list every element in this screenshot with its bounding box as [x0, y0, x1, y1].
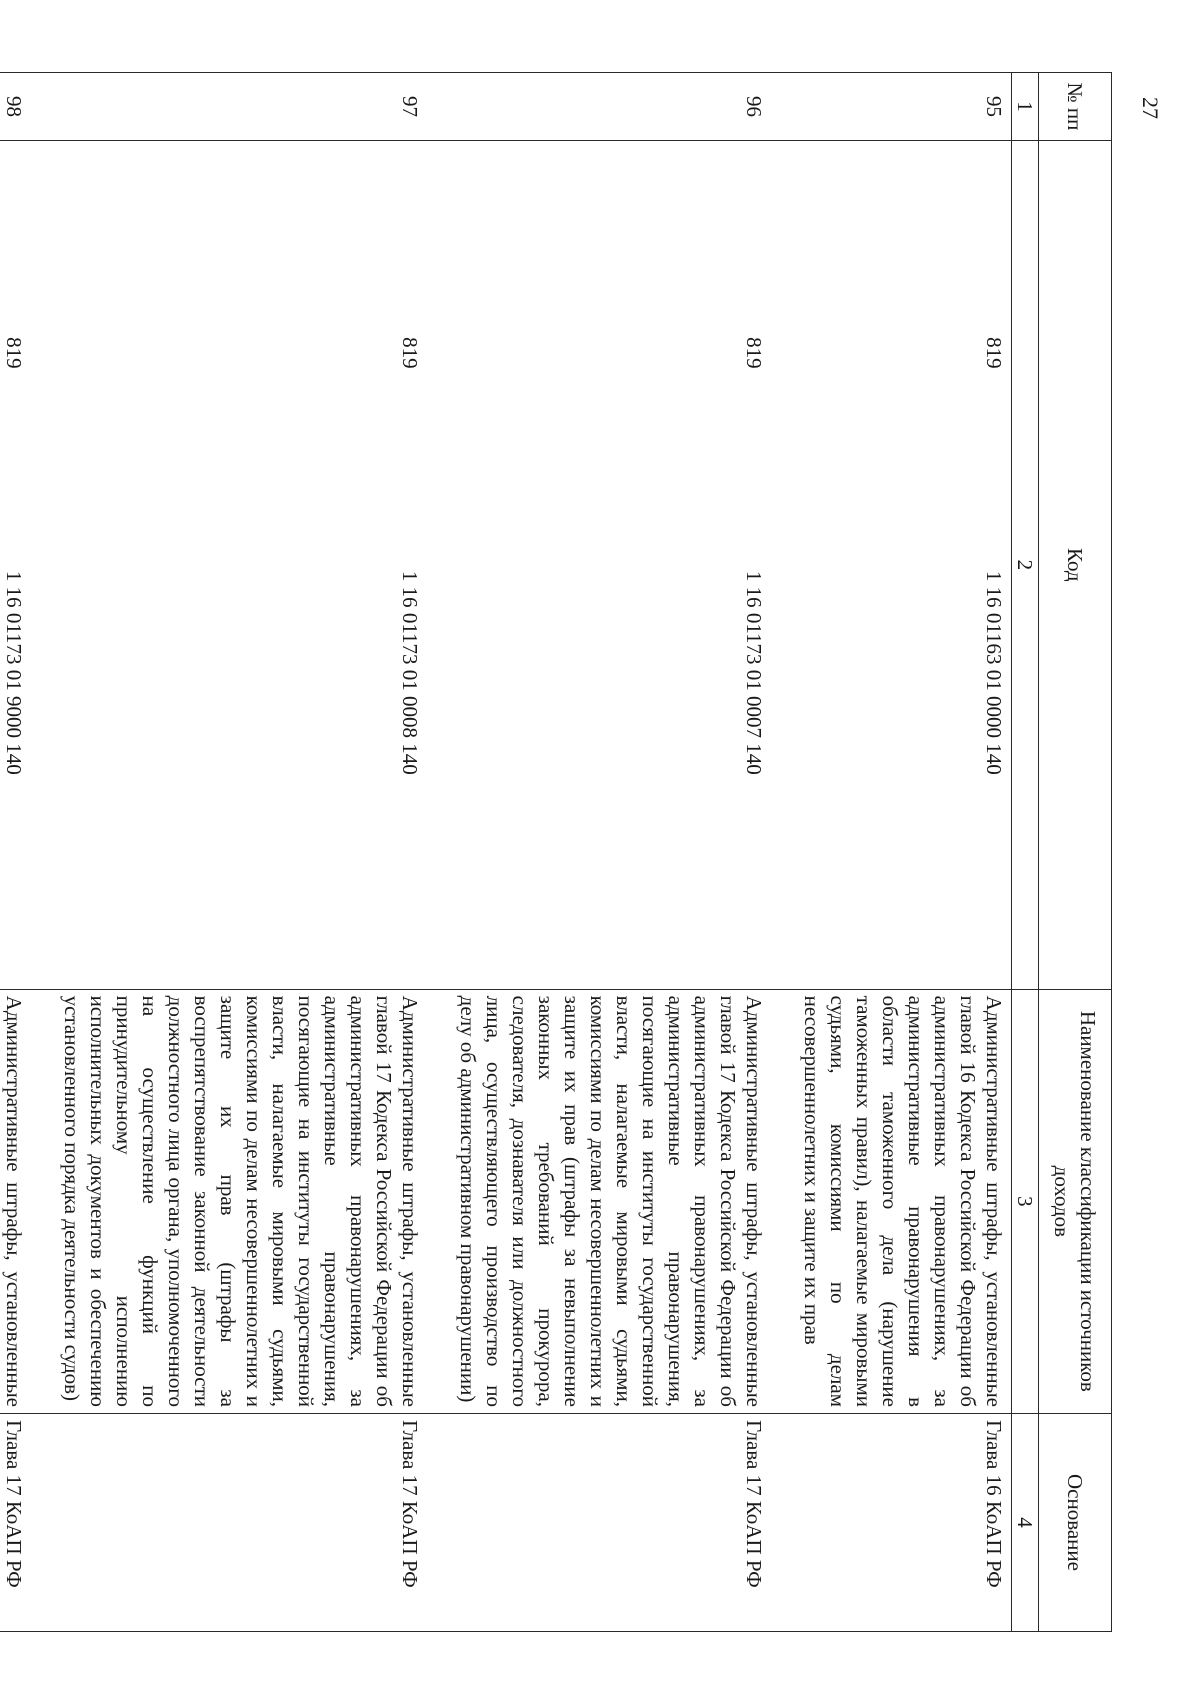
column-number-4: 4 — [1012, 1414, 1039, 1632]
row-number: 96 — [427, 73, 771, 141]
legal-basis: Глава 16 КоАП РФ — [771, 1414, 1011, 1632]
legal-basis: Глава 17 КоАП РФ — [31, 1414, 427, 1632]
legal-basis: Глава 17 КоАП РФ — [427, 1414, 771, 1632]
admin-code: 819 — [771, 141, 1011, 565]
document-body — [2, 72, 1112, 1632]
column-number-2: 2 — [1012, 141, 1039, 990]
classification-name: Административные штрафы, установленные главой 17 Кодекса Российской Федерации об административных правонарушениях, за административные правонарушения, посягающие на институты государственной власти, налагаемые мировыми судьями, комиссиями по делам несовершеннолетних и защите их прав (штрафы за невыполнение законных требований прокурора, следователя, дознавателя или должностного лица, осуществляющего производство по делу об административном правонарушении) — [427, 989, 771, 1413]
page-number: 27 — [1138, 97, 1163, 119]
revenue-classification-table — [0, 72, 1112, 1632]
legal-basis: Глава 17 КоАП РФ — [0, 1414, 31, 1632]
row-number: 97 — [31, 73, 427, 141]
table-row — [0, 73, 31, 1632]
table-column-numbers-row — [1012, 73, 1039, 1632]
classification-code: 1 16 01163 01 0000 140 — [771, 565, 1011, 989]
table-row — [427, 73, 771, 1632]
column-number-3: 3 — [1012, 989, 1039, 1413]
row-number: 98 — [0, 73, 31, 141]
header-name: Наименование классификации источников доходов — [1039, 989, 1112, 1413]
header-code: Код — [1039, 141, 1112, 990]
header-basis: Основание — [1039, 1414, 1112, 1632]
admin-code: 819 — [0, 141, 31, 565]
classification-code: 1 16 01173 01 0008 140 — [31, 565, 427, 989]
classification-name: Административные штрафы, установленные главой 17 Кодекса Российской Федерации об административных правонарушениях, за административные правонарушения, посягающие на институты государственной власти, налагаемые мировыми судьями, комиссиями по делам несовершеннолетних и защите их прав (штрафы за воспрепятствование законной деятельности должностного лица органа, уполномоченного на осуществление функций по принудительному исполнению исполнительных документов и обеспечению установленного порядка деятельности судов) — [31, 989, 427, 1413]
classification-name: Административные штрафы, установленные — [0, 989, 31, 1413]
classification-name: Административные штрафы, установленные главой 16 Кодекса Российской Федерации об административных правонарушениях, за административные правонарушения в области таможенного дела (нарушение таможенных правил), налагаемые мировыми судьями, комиссиями по делам несовершеннолетних и защите их прав — [771, 989, 1011, 1413]
header-num: № пп — [1039, 73, 1112, 141]
admin-code: 819 — [427, 141, 771, 565]
table-header-row — [1039, 73, 1112, 1632]
admin-code: 819 — [31, 141, 427, 565]
classification-code: 1 16 01173 01 0007 140 — [427, 565, 771, 989]
table-row — [31, 73, 427, 1632]
classification-code: 1 16 01173 01 9000 140 — [0, 565, 31, 989]
column-number-1: 1 — [1012, 73, 1039, 141]
table-row — [771, 73, 1011, 1632]
row-number: 95 — [771, 73, 1011, 141]
